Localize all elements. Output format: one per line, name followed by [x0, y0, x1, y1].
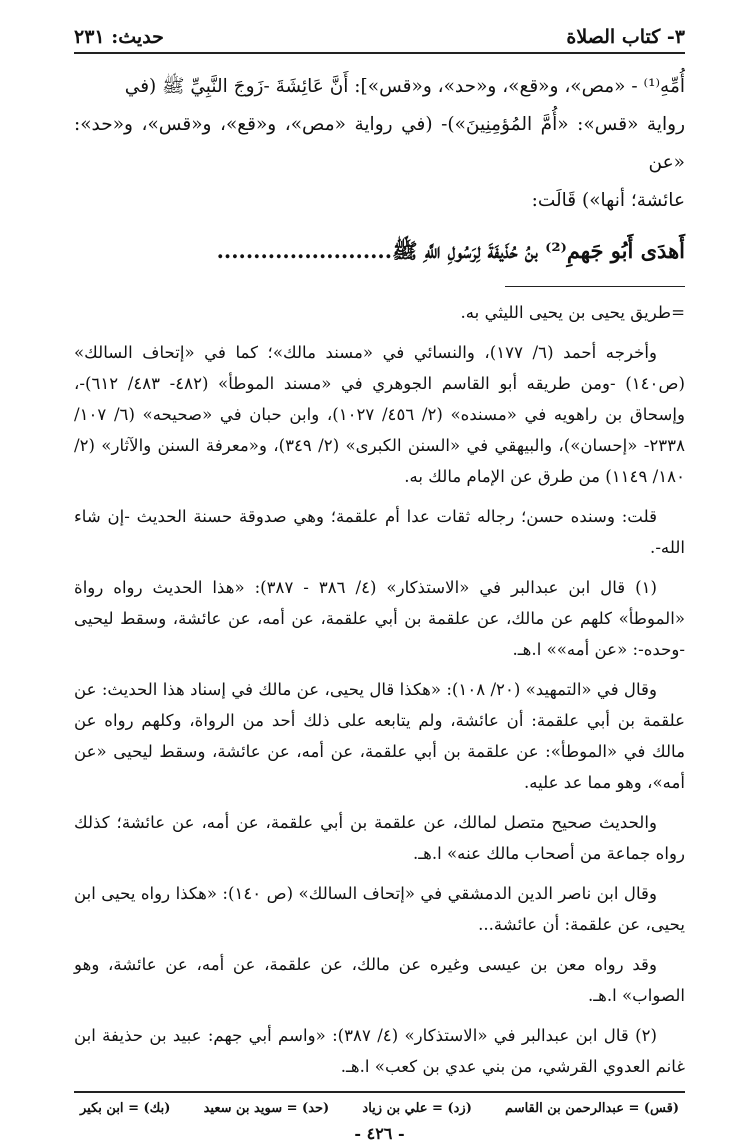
abbr-hd: (حد) = سويد بن سعيد: [203, 1101, 330, 1116]
hadith-line-2: رواية «قس»: «أُمَّ المُؤمِنِينَ»)- (في رواية «مص»، و«قع»، و«قس»، و«حد»: «عن: [74, 114, 685, 173]
footnote-2: (٢) قال ابن عبدالبر في «الاستذكار» (٤/ ٣٨٧): «واسم أبي جهم: عبيد بن حذيفة ابن غانم العدوي القرشي، من بني عدي بن كعب» ا.هـ.: [74, 1026, 685, 1076]
abbr-bk: (بك) = ابن بكير: [80, 1101, 171, 1116]
footnotes: [74, 572, 685, 1082]
hadith-matn-text: أَهدَى أَبُو جَهمِ⁽²⁾ بنُ حُذَيفَةَ لِرَسُولِ اللَّهِ ﷺ: [392, 238, 685, 263]
footnote-divider: [505, 286, 685, 287]
commentary-verdict: قلت: وسنده حسن؛ رجاله ثقات عدا أم علقمة؛ وهي صدوقة حسنة الحديث -إن شاء الله-.: [74, 507, 685, 557]
hadith-line-1: أُمِّهِ⁽¹⁾ - «مص»، و«قع»، و«حد»، و«قس»]: أَنَّ عَائِشَةَ -زَوجَ النَّبِيِّ ﷺ (في: [124, 76, 685, 97]
hadith-text: [74, 68, 685, 220]
page-number: - ٤٢٦ -: [354, 1124, 405, 1143]
hadith-number: حديث: ٢٣١: [74, 26, 164, 48]
footnote-1-ithaf: وقال ابن ناصر الدين الدمشقي في «إتحاف السالك» (ص ١٤٠): «هكذا رواه يحيى ابن يحيى، عن علقمة: أن عائشة...: [74, 884, 685, 934]
commentary-line: =طريق يحيى بن يحيى الليثي به.: [460, 303, 685, 322]
footnote-1: (١) قال ابن عبدالبر في «الاستذكار» (٤/ ٣٨٦ - ٣٨٧): «هذا الحديث رواه رواة «الموطأ» كلهم عن مالك، عن علقمة بن أبي علقمة، عن أمه، عن عائشة، وسقط ليحيى -وحده-: «عن أمه»» ا.هـ.: [74, 578, 685, 659]
abbr-zd: (زد) = علي بن زياد: [362, 1101, 472, 1116]
footnote-1-tamhid: وقال في «التمهيد» (٢٠/ ١٠٨): «هكذا قال يحيى، عن مالك في إسناد هذا الحديث: عن علقمة بن أبي علقمة: أن عائشة، ولم يتابعه على ذلك أحد من الرواة، وكلهم رواه عن مالك في «الموطأ»: عن علقمة بن أبي علقمة، عن أمه، عن عائشة، وسقط ليحيى «عن أمه»، وهو مما عد عليه.: [74, 680, 685, 792]
commentary: [74, 297, 685, 563]
abbr-qs: (قس) = عبدالرحمن بن القاسم: [505, 1101, 679, 1116]
chapter-title: ٣- كتاب الصلاة: [566, 26, 685, 48]
page-header: [74, 26, 685, 54]
hadith-matn: [74, 230, 685, 272]
footnote-1-end: وقد رواه معن بن عيسى وغيره عن مالك، عن علقمة، عن أمه، عن عائشة، وهو الصواب» ا.هـ.: [74, 955, 685, 1005]
ellipsis-dots: ........................: [216, 238, 393, 263]
footnote-1-cont: والحديث صحيح متصل لمالك، عن علقمة بن أبي علقمة، عن أمه، عن عائشة؛ كذلك رواه جماعة من أصحاب مالك عنه» ا.هـ.: [74, 813, 685, 863]
hadith-line-3: عائشة؛ أنها») قَالَت:: [531, 190, 685, 211]
commentary-takhrij: وأخرجه أحمد (٦/ ١٧٧)، والنسائي في «مسند مالك»؛ كما في «إتحاف السالك» (ص١٤٠) -ومن طريقه أبو القاسم الجوهري في «مسند الموطأ» (٤٨٢- ٤٨٣/ ٦١٢)-، وإسحاق بن راهويه في «مسنده» (٢/ ٤٥٦/ ١٠٢٧)، وابن حبان في «صحيحه» (٦/ ١٠٧/ ٢٣٣٨- «إحسان»)، والبيهقي في «السنن الكبرى» (٢/ ٣٤٩)، و«معرفة السنن والآثار» (٢/ ١٨٠/ ١١٤٩) من طرق عن الإمام مالك به.: [74, 343, 685, 486]
abbreviation-legend: [74, 1093, 685, 1116]
